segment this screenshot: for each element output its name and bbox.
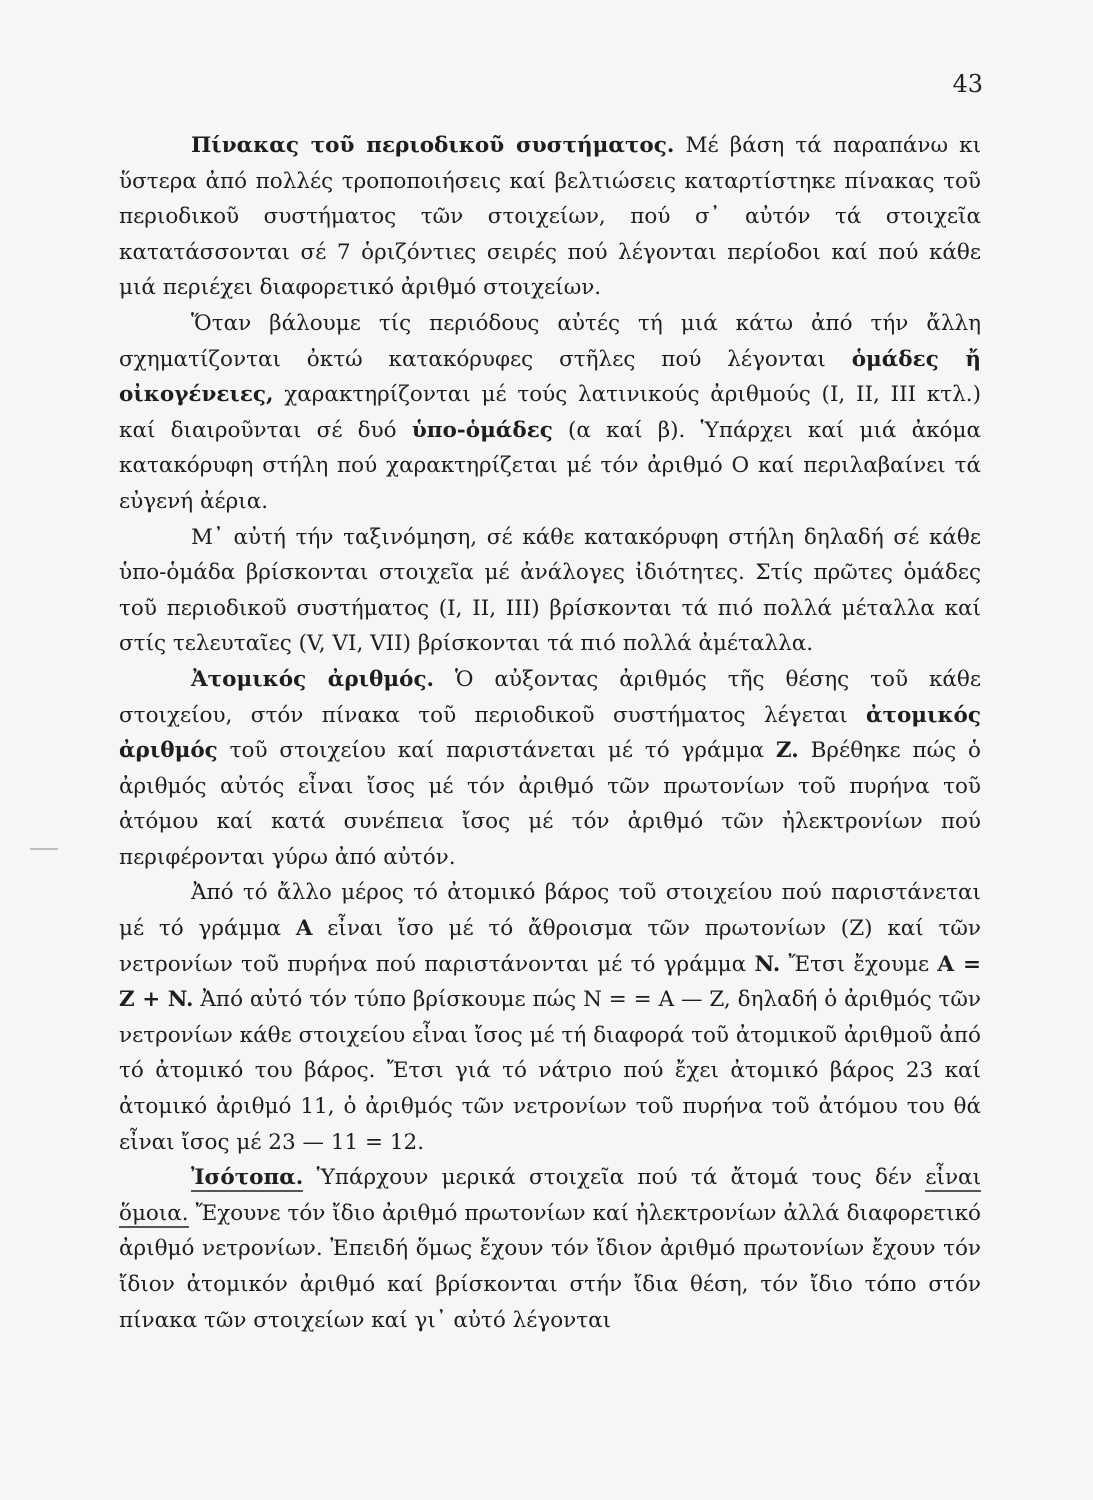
formula: A = Z + N. [119, 951, 982, 1013]
paragraph-classification [119, 520, 981, 662]
term-subgroups: ὑπο-ὁμάδες [411, 417, 553, 443]
paragraph-periodic-table [119, 128, 981, 306]
paragraph-atomic-number [119, 662, 981, 876]
paragraph-text: Μέ βάση τά παραπάνω κι ὕστερα ἀπό πολλές τροποποιήσεις καί βελτιώσεις καταρτίστηκε πίνακας τοῦ περιοδικοῦ συστήματος τῶν στοιχείων, πού σ᾽ αὐτόν τά στοιχεῖα κατατάσσονται σέ 7 ὁριζόντιες σειρές πού λέγονται περίοδοι καί πού κάθε μιά περιέχει διαφορετικό ἀριθμό στοιχείων. [119, 133, 981, 301]
margin-mark [30, 848, 58, 850]
paragraph-text: Ἔτσι ἔχουμε [780, 951, 938, 977]
term-atomic-number: ἀτομικός ἀριθμός [119, 702, 981, 764]
paragraph-atomic-weight [119, 875, 981, 1160]
paragraph-text: χαρακτηρίζονται μέ τούς λατινικούς ἀριθμούς (I, II, III κτλ.) καί διαιροῦνται σέ δυό [119, 382, 981, 443]
paragraph-isotopes [119, 1160, 981, 1338]
paragraph-text: τοῦ στοιχείου καί παριστάνεται μέ τό γράμμα [217, 738, 776, 764]
symbol-n: N. [754, 951, 781, 977]
page-body [119, 128, 981, 1338]
paragraph-text: Ὁ αὐξοντας ἀριθμός τῆς θέσης τοῦ κάθε στοιχείου, στόν πίνακα τοῦ περιοδικοῦ συστήματος λέγεται [119, 666, 982, 728]
section-heading-atomic-number: Ἀτομικός ἀριθμός. [191, 666, 435, 692]
symbol-z: Z. [775, 738, 799, 764]
paragraph-text: εἶναι ἴσο μέ τό ἄθροισμα τῶν πρωτονίων (Z) καί τῶν νετρονίων τοῦ πυρήνα πού παριστάνονται μέ τό γράμμα [119, 916, 981, 977]
underlined-text: εἶναι ὅμοια. [119, 1165, 981, 1226]
term-groups: ὁμάδες ἤ οἰκογένειες, [119, 346, 981, 408]
page-number: 43 [952, 70, 983, 98]
section-heading-periodic-table: Πίνακας τοῦ περιοδικοῦ συστήματος. [191, 133, 675, 158]
paragraph-text: (α καί β). Ὑπάρχει καί μιά ἀκόμα κατακόρυφη στήλη πού χαρακτηρίζεται μέ τόν ἀριθμό Ο καί περιλαβαίνει τά εὐγενή ἀέρια. [119, 417, 981, 514]
paragraph-text: Μ᾽ αὐτή τήν ταξινόμηση, σέ κάθε κατακόρυφη στήλη δηλαδή σέ κάθε ὑπο-ὁμάδα βρίσκονται στοιχεῖα μέ ἀνάλογες ἰδιότητες. Στίς πρῶτες ὁμάδες τοῦ περιοδικοῦ συστήματος (I, II, III) βρίσκονται τά πιό πολλά μέταλλα καί στίς τελευταῖες (V, VI, VII) βρίσκονται τά πιό πολλά ἀμέταλλα. [119, 524, 981, 657]
paragraph-text: Ἀπό τό ἄλλο μέρος τό ἀτομικό βάρος τοῦ στοιχείου πού παριστάνεται μέ τό γράμμα [119, 880, 981, 942]
paragraph-text: Ἀπό αὐτό τόν τύπο βρίσκουμε πώς N = = A — Z, δηλαδή ὁ ἀριθμός τῶν νετρονίων κάθε στοιχείου εἶναι ἴσος μέ τή διαφορά τοῦ ἀτομικοῦ ἀριθμοῦ ἀπό τό ἀτομικό του βάρος. Ἔτσι γιά τό νάτριο πού ἔχει ἀτομικό βάρος 23 καί ἀτομικό ἀριθμό 11, ὁ ἀριθμός τῶν νετρονίων τοῦ πυρήνα τοῦ ἀτόμου του θά εἶναι ἴσος μέ 23 — 11 = 12. [119, 987, 981, 1155]
paragraph-text: Ἔχουνε τόν ἴδιο ἀριθμό πρωτονίων καί ἠλεκτρονίων ἀλλά διαφορετικό ἀριθμό νετρονίων. Ἐπειδή ὅμως ἔχουν τόν ἴδιον ἀριθμό πρωτονίων ἔχουν τόν ἴδιον ἀτομικόν ἀριθμό καί βρίσκονται στήν ἴδια θέση, τόν ἴδιο τόπο στόν πίνακα τῶν στοιχείων καί γι᾽ αὐτό λέγονται [119, 1200, 981, 1333]
paragraph-groups [119, 306, 981, 520]
paragraph-text: Βρέθηκε πώς ὁ ἀριθμός αὐτός εἶναι ἴσος μέ τόν ἀριθμό τῶν πρωτονίων τοῦ πυρήνα τοῦ ἀτόμου καί κατά συνέπεια ἴσος μέ τόν ἀριθμό τῶν ἠλεκτρονίων πού περιφέρονται γύρω ἀπό αὐτόν. [119, 738, 981, 870]
section-heading-isotopes: Ἰσότοπα. [191, 1165, 304, 1191]
paragraph-text: Ὑπάρχουν μερικά στοιχεῖα πού τά ἄτομά τους δέν [303, 1165, 926, 1191]
paragraph-text: Ὅταν βάλουμε τίς περιόδους αὐτές τή μιά κάτω ἀπό τήν ἄλλη σχηματίζονται ὀκτώ κατακόρυφες στῆλες πού λέγονται [119, 310, 981, 372]
symbol-a: A [295, 916, 313, 942]
